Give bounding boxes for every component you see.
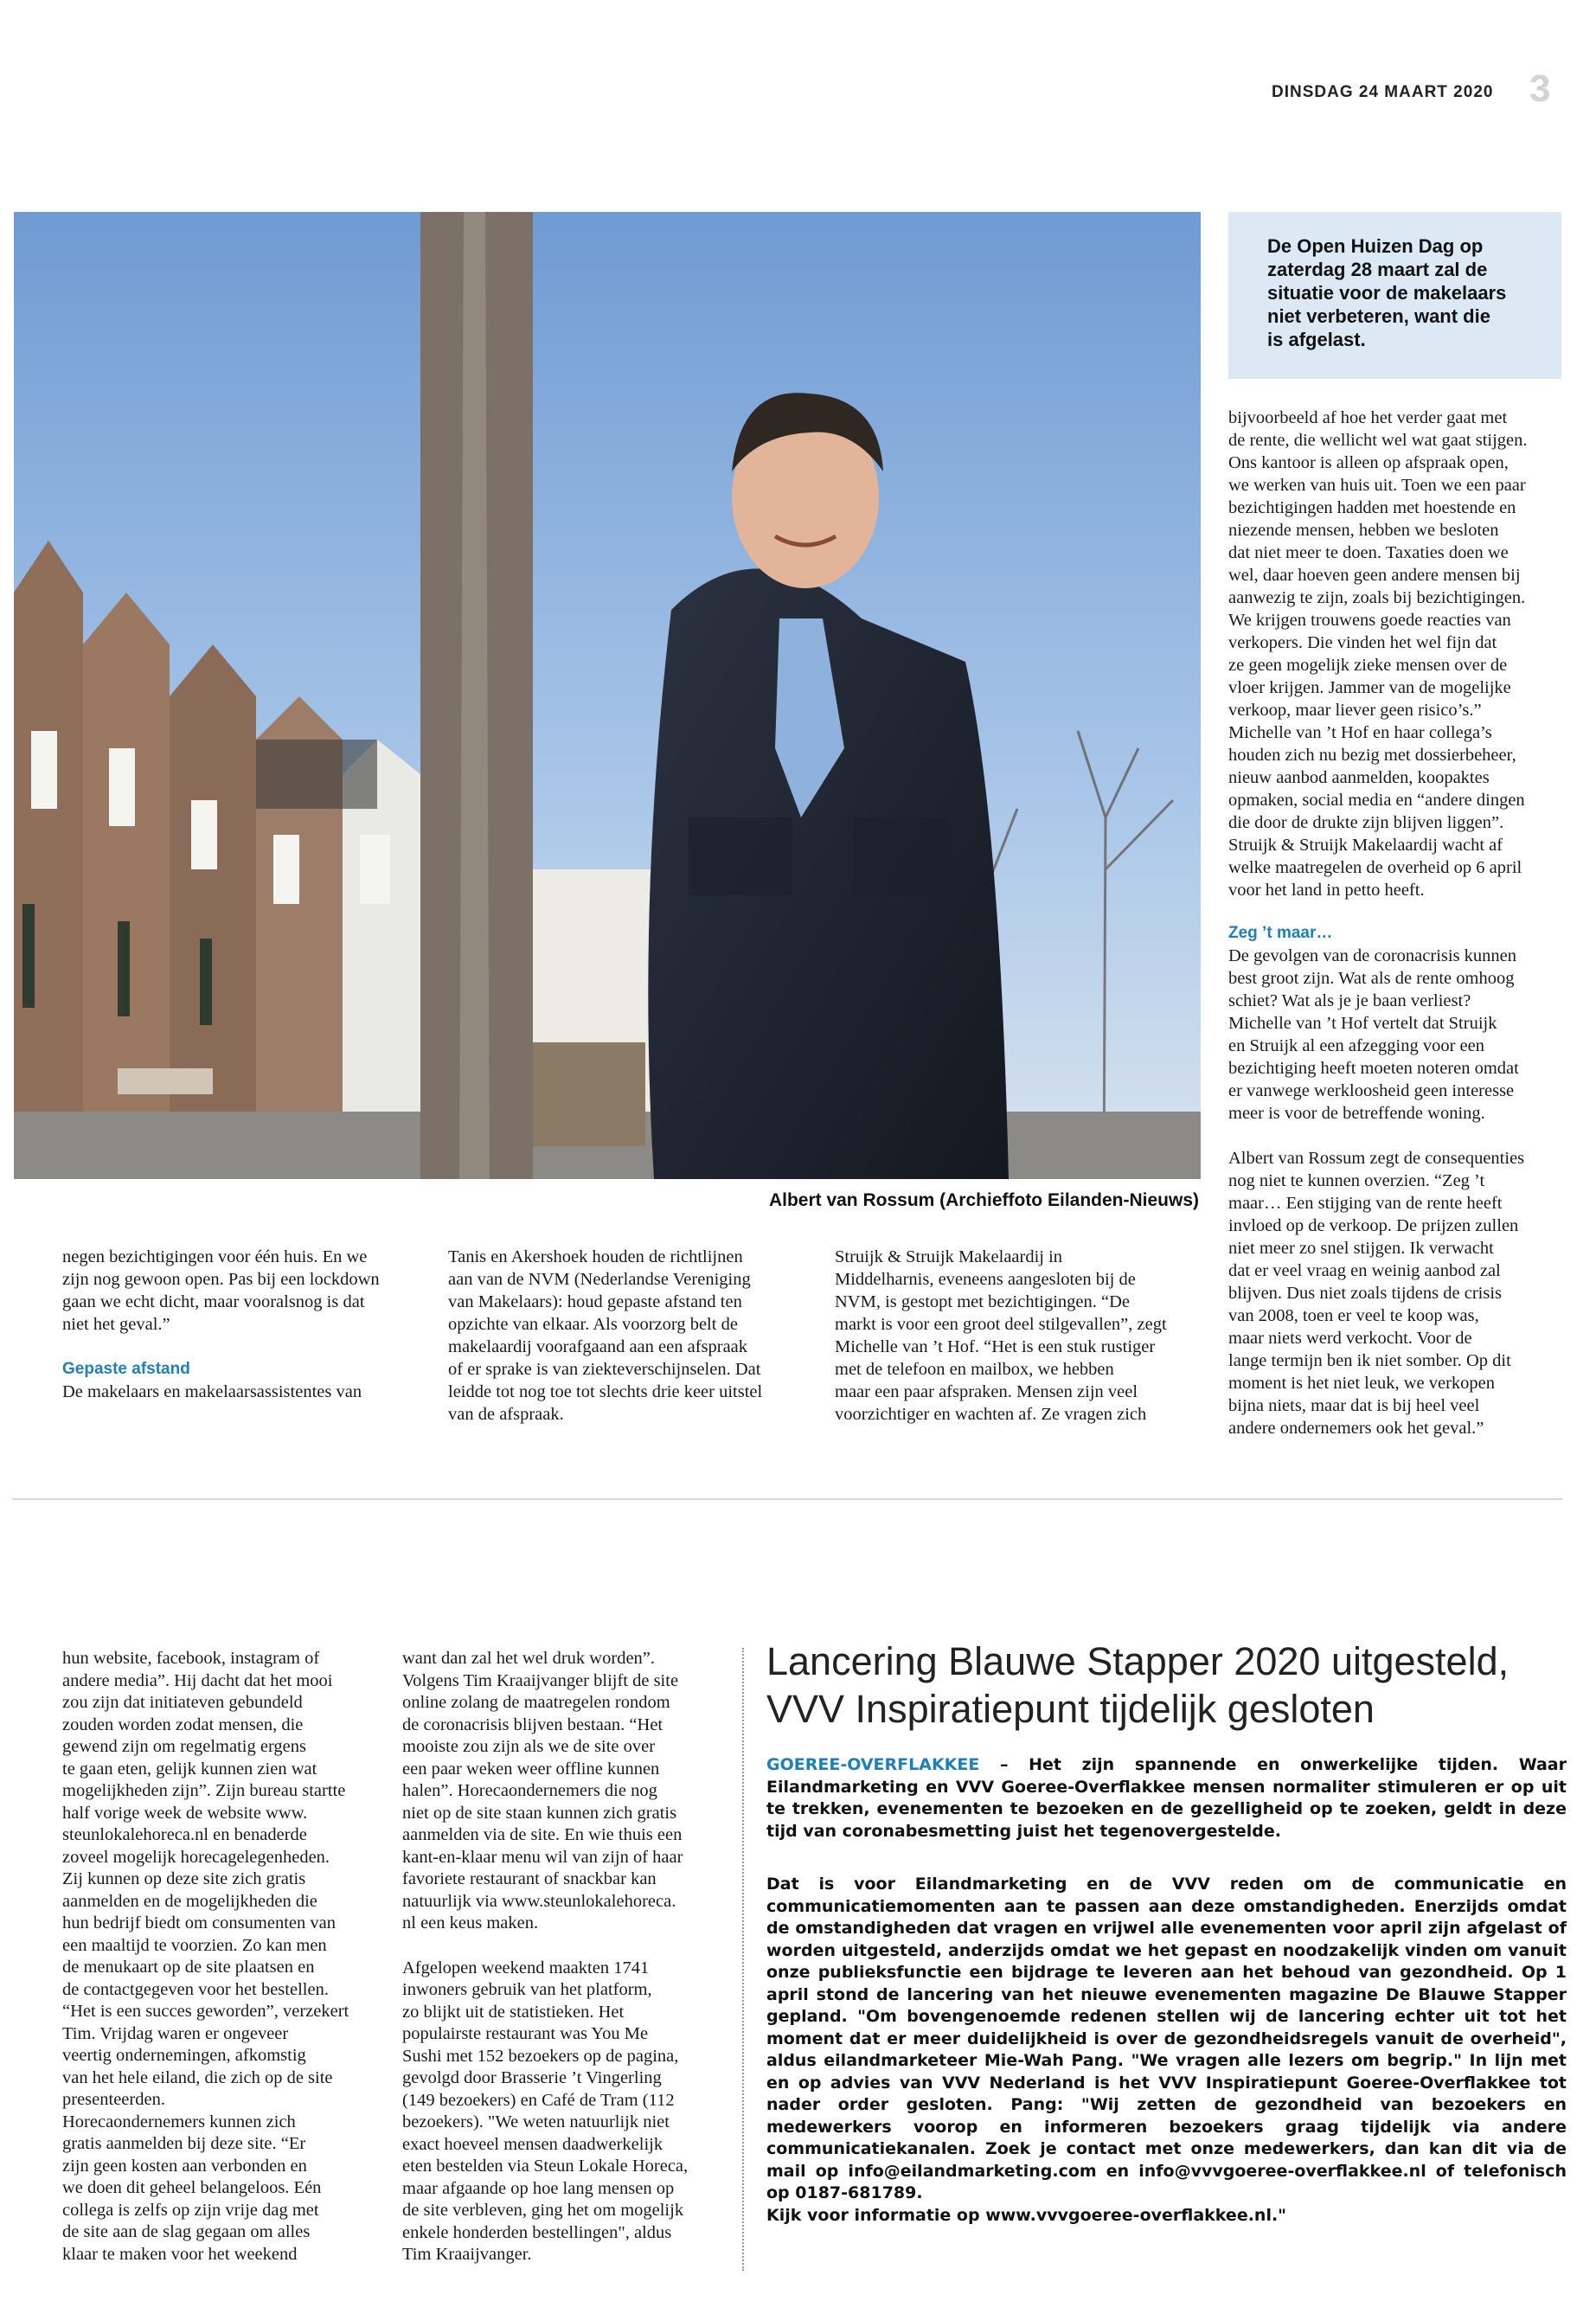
body-text: Afgelopen weekend maakten 1741 inwoners gebruik van het platform, zo blijkt uit de statistieken. Het populairste restaurant was You Me Sushi met 152 bezoekers op de pagina, gevolgd door Brasserie ’t Vingerling (149 bezoekers) en Café de Tram (112 bezoekers). "We weten natuurlijk niet exact hoeveel mensen daadwerkelijk eten bestelden via Steun Lokale Horeca, maar afgaande op hoe lang mensen op de site verbleven, ging het om mogelijk enkele honderden bestellingen", aldus Tim Kraaijvanger. xyxy=(402,1958,689,2264)
photo-illustration xyxy=(14,212,1201,1179)
article-column-1 xyxy=(62,1246,426,1403)
body-text: want dan zal het wel druk worden”. Volgens Tim Kraaijvanger blijft de site online zolang de maatregelen rondom de coronacrisis blijven bestaan. “Het mooiste zou zijn als we de site over een paar weken weer offline kunnen halen”. Horecaondernemers die nog niet op de site staan kunnen zich gratis aanmelden via de site. En wie thuis een kant-en-klaar menu wil van zijn of haar favoriete restaurant of snackbar kan natuurlijk via www.steunlokalehoreca. nl een keus maken. xyxy=(402,1649,683,1932)
article-column-3 xyxy=(835,1246,1207,1426)
article-column-2 xyxy=(448,1246,811,1426)
article-photo xyxy=(14,212,1201,1179)
horeca-column-2 xyxy=(402,1648,735,2266)
column-divider xyxy=(742,1648,744,2271)
body-footer: Kijk voor informatie op www.vvvgoeree-overflakkee.nl." xyxy=(766,2205,1287,2225)
issue-date: DINSDAG 24 MAART 2020 xyxy=(1272,83,1494,101)
subheading-zeg-t-maar: Zeg ’t maar… xyxy=(1228,924,1333,942)
body-text: Albert van Rossum zegt de consequenties nog niet te kunnen overzien. “Zeg ’t maar… Een stijging van de rente heeft invloed op de verkoop. De prijzen zullen niet meer zo snel stijgen. Ik verwacht dat er veel vraag en weinig aanbod zal blijven. Dus niet zoals tijdens de crisis van 2008, toen er veel te koop was, maar niets werd verkocht. Voor de lange termijn ben ik niet somber. Op dit moment is het niet leuk, we verkopen bijna niets, maar dat is bij heel veel andere ondernemers ook het geval.” xyxy=(1228,1149,1525,1438)
subheading-gepaste-afstand: Gepaste afstand xyxy=(62,1360,190,1378)
article-headline: Lancering Blauwe Stapper 2020 uitgesteld, VVV Inspiratiepunt tijdelijk gesloten xyxy=(766,1639,1509,1731)
body-text: bijvoorbeeld af hoe het verder gaat met de rente, die wellicht wel wat gaat stijgen. Ons kantoor is alleen op afspraak open, we werken van huis uit. Toen we een paar bezichtigingen hadden met hoestende en niezende mensen, hebben we besloten dat niet meer te doen. Taxaties doen we wel, daar hoeven geen andere mensen bij aanwezig te zijn, zoals bij bezichtigingen. We krijgen trouwens goede reacties van verkopers. Die vinden het wel fijn dat ze geen mogelijk zieke mensen over de vloer krijgen. Jammer van de mogelijke verkoop, maar liever geen risico’s.” Michelle van ’t Hof en haar collega’s houden zich nu bezig met dossierbeheer, nieuw aanbod aanmelden, koopaktes opmaken, social media en “andere dingen die door de drukte zijn blijven liggen”. Struijk & Struijk Makelaardij wacht af welke maatregelen de overheid op 6 april voor het land in petto heeft. xyxy=(1228,408,1528,900)
photo-caption: Albert van Rossum (Archieffoto Eilanden-Nieuws) xyxy=(768,1190,1199,1210)
section-divider xyxy=(12,1498,1562,1500)
horeca-column-1 xyxy=(62,1648,395,2266)
body-text: Tanis en Akershoek houden de richtlijnen aan van de NVM (Nederlandse Vereniging van Makelaars): houd gepaste afstand ten opzichte van elkaar. Als voorzorg belt de makelaardij voorafgaand aan een afspraak of er sprake is van ziekteverschijnselen. Dat leidde tot nog toe tot slechts drie keer uitstel van de afspraak. xyxy=(448,1247,763,1424)
body-text: De gevolgen van de coronacrisis kunnen best groot zijn. Wat als de rente omhoog schiet? Wat als je je baan verliest? Michelle van ’t Hof vertelt dat Struijk en Struijk al een afzegging voor een bezichtiging heeft moeten noteren omdat er vanwege werkloosheid geen interesse meer is voor de betreffende woning. xyxy=(1228,946,1519,1123)
body-text: negen bezichtigingen voor één huis. En we zijn nog gewoon open. Pas bij een lockdown gaan we echt dicht, maar vooralsnog is dat niet het geval.” xyxy=(62,1247,380,1334)
body-text: Struijk & Struijk Makelaardij in Middelharnis, eveneens aangesloten bij de NVM, is gestopt met bezichtigingen. “De markt is voor een groot deel stilgevallen”, zegt Michelle van ’t Hof. “Het is een stuk rustiger met de telefoon en mailbox, we hebben maar een paar afspraken. Mensen zijn veel voorzichtiger en wachten af. Ze vragen zich xyxy=(835,1247,1167,1424)
article-column-right xyxy=(1228,407,1566,1439)
body-text: hun website, facebook, instagram of andere media”. Hij dacht dat het mooi zou zijn dat initiateven gebundeld zouden worden zodat mensen, die gewend zijn om regelmatig ergens te gaan eten, gelijk kunnen zien wat mogelijkheden zijn”. Zijn bureau startte half vorige week de website www. steunlokalehoreca.nl en benaderde zoveel mogelijk horecagelegenheden. Zij kunnen op deze site zich gratis aanmelden en de mogelijkheden die hun bedrijf biedt om consumenten van een maaltijd te voorzien. Zo kan men de menukaart op de site plaatsen en de contactgegeven voor het bestellen. “Het is een succes geworden”, verzekert Tim. Vrijdag waren er ongeveer veertig ondernemingen, afkomstig van het hele eiland, die zich op de site presenteerden. Horecaondernemers kunnen zich gratis aanmelden bij deze site. “Er zijn geen kosten aan verbonden en we doen dit geheel belangeloos. Eén collega is zelfs op zijn vrije dag met de site aan de slag gegaan om alles klaar te maken voor het weekend xyxy=(62,1649,349,2264)
article-body xyxy=(766,1874,1567,2227)
article-lead xyxy=(766,1754,1567,1843)
pull-quote-text: De Open Huizen Dag op zaterdag 28 maart zal de situatie voor de makelaars niet verbeteren, want die is afgelast. xyxy=(1267,235,1507,350)
page-number: 3 xyxy=(1529,67,1551,110)
lead-text: – Het zijn spannende en onwerkelijke tijden. Waar Eilandmarketing en VVV Goeree-Overflakkee mensen normaliter stimuleren er op uit te trekken, evenementen te bezoeken en de gezelligheid op te zoeken, geldt in deze tijd van coronabesmetting juist het tegenovergestelde. xyxy=(766,1755,1567,1841)
body-text: Dat is voor Eilandmarketing en de VVV reden om de communicatie en communicatiemomenten aan te passen aan deze omstandigheden. Enerzijds omdat de omstandigheden dat vragen en vrijwel alle evenementen voor april zijn afgelast of worden uitgesteld, anderzijds omdat we het gepast en noodzakelijk vinden om vanuit onze publieksfunctie een bijdrage te leveren aan het behoud van gezondheid. Op 1 april stond de lancering van het nieuwe evenementen magazine De Blauwe Stapper gepland. "Om bovengenoemde redenen stellen wij de lancering echter uit tot het moment dat er meer duidelijkheid is over de gezondheidsregels vanuit de overheid", aldus eilandmarketeer Mie-Wah Pang. "We vragen alle lezers om begrip." In lijn met en op advies van VVV Nederland is het VVV Inspiratiepunt Goeree-Overflakkee tot nader order gesloten. Pang: "Wij zetten de gezondheid van bezoekers en medewerkers voorop en informeren bezoekers graag tijdelijk via andere communicatiekanalen. Zoek je contact met onze medewerkers, dan kan dit via de mail op info@eilandmarketing.com en info@vvvgoeree-overflakkee.nl of telefonisch op 0187-681789. xyxy=(766,1875,1567,2202)
dateline: GOEREE-OVERFLAKKEE xyxy=(766,1755,980,1774)
pull-quote-box xyxy=(1228,212,1561,379)
body-text: De makelaars en makelaarsassistentes van xyxy=(62,1382,362,1401)
